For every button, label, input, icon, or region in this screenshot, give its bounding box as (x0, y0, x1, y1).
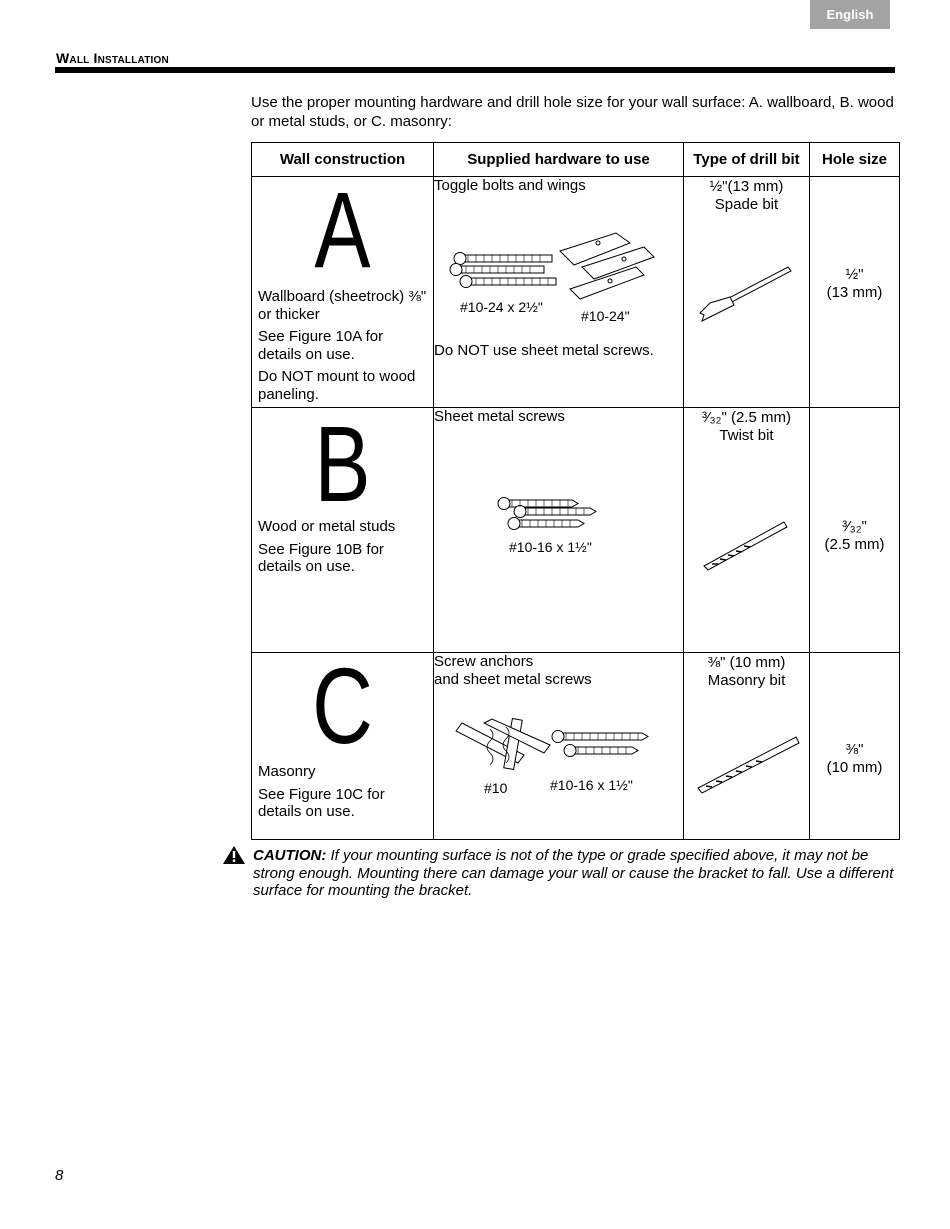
hardware-cell (434, 177, 684, 408)
hardware-label: and sheet metal screws (434, 670, 592, 688)
hardware-cell (434, 408, 684, 653)
section-divider (55, 67, 895, 73)
figure-reference: See Figure 10C for details on use. (258, 785, 385, 820)
hole-size-metric: (2.5 mm) (824, 535, 885, 553)
hole-size-cell (810, 408, 900, 653)
twist-bit-icon (700, 518, 790, 574)
table-row-wallboard (252, 177, 900, 408)
sheet-metal-screws-illustration (496, 496, 606, 540)
hole-size-metric: (10 mm) (826, 758, 883, 776)
anchors-and-screws-illustration (454, 717, 654, 781)
wall-warning: Do NOT mount to wood paneling. (258, 368, 416, 403)
figure-label: #10-24 x 2½" (460, 299, 543, 315)
drill-size: ⅜" (10 mm) (707, 654, 786, 671)
figure-label: #10-24" (581, 308, 630, 324)
hardware-label: Screw anchors (434, 653, 534, 670)
screw-icon (552, 731, 648, 743)
drill-size: ³⁄₃₂" (2.5 mm) (702, 409, 791, 426)
hole-size-cell (810, 653, 900, 840)
page-number: 8 (55, 1167, 64, 1184)
caution-body: If your mounting surface is not of the type or grade specified above, it may not be strong enough. Mounting there can damage your wall or cause the bracket to fall. Use a different surface for mounting the bracket. (253, 847, 894, 899)
figure-reference: See Figure 10B for details on use. (258, 540, 384, 575)
drill-bit-cell (684, 408, 810, 653)
wall-type-description: Wood or metal studs (258, 518, 396, 535)
drill-type: Spade bit (714, 195, 779, 213)
wall-type-description: Masonry (258, 763, 316, 780)
caution-text (253, 847, 903, 900)
hardware-cell (434, 653, 684, 840)
figure-label: #10-16 x 1½" (509, 539, 592, 555)
hole-size-metric: (13 mm) (826, 283, 883, 301)
wall-construction-cell (252, 403, 434, 653)
table-row-masonry (252, 653, 900, 840)
screw-icon (564, 745, 638, 757)
mounting-hardware-table (251, 142, 900, 840)
wall-construction-cell (252, 169, 434, 408)
drill-bit-cell (684, 653, 810, 840)
header-hole-size: Hole size (810, 143, 900, 177)
hole-size-value: ⅜" (845, 741, 864, 758)
bolt-icon (454, 253, 552, 265)
drill-bit-cell (684, 177, 810, 408)
warning-icon (222, 845, 246, 865)
hardware-note: Do NOT use sheet metal screws. (434, 342, 654, 359)
header-drill-bit: Type of drill bit (684, 143, 810, 177)
hardware-label: Toggle bolts and wings (434, 177, 586, 194)
section-title: Wall Installation (56, 50, 169, 66)
drill-type: Twist bit (719, 426, 774, 444)
header-supplied-hardware: Supplied hardware to use (434, 143, 684, 177)
caution-label: CAUTION: (253, 847, 327, 864)
language-tab[interactable]: English (810, 0, 890, 29)
intro-paragraph: Use the proper mounting hardware and drill hole size for your wall surface: A. wallboard, B. wood or metal studs, or C. masonry: (251, 94, 894, 130)
table-row-studs (252, 408, 900, 653)
spade-bit-icon (696, 263, 796, 323)
figure-reference: See Figure 10A for details on use. (258, 328, 384, 363)
masonry-bit-icon (694, 733, 804, 797)
figure-label: #10-16 x 1½" (550, 777, 633, 793)
wall-type-letter: A (314, 169, 371, 290)
drill-type: Masonry bit (707, 671, 786, 689)
hole-size-cell (810, 177, 900, 408)
wall-type-description: Wallboard (sheetrock) ⅜" or thicker (258, 288, 427, 323)
hardware-label: Sheet metal screws (434, 408, 565, 425)
hole-size-value: ½" (845, 266, 864, 283)
hole-size-value: ³⁄₃₂" (842, 518, 867, 535)
drill-size: ½"(13 mm) (709, 178, 784, 195)
figure-label: #10 (484, 780, 508, 796)
wall-type-letter: C (312, 645, 373, 766)
header-wall-construction: Wall construction (252, 143, 434, 177)
wall-type-letter: B (314, 403, 371, 524)
wall-construction-cell (252, 645, 434, 840)
